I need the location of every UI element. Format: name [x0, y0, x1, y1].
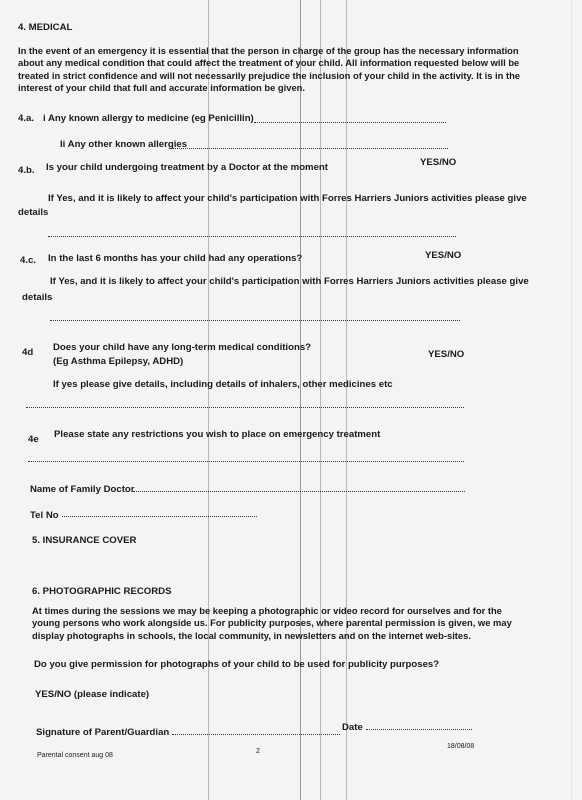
- scan-edge: [571, 0, 572, 800]
- tel-no-field[interactable]: [62, 515, 257, 517]
- q4b-yes-no[interactable]: YES/NO: [420, 157, 457, 168]
- photo-permission-yes-no[interactable]: YES/NO (please indicate): [35, 689, 150, 700]
- q4c-detail-text-2: details: [22, 292, 53, 303]
- section-heading-insurance: 5. INSURANCE COVER: [32, 535, 137, 546]
- q4e-restrictions-label: Please state any restrictions you wish to place on emergency treatment: [54, 429, 381, 440]
- photo-permission-question: Do you give permission for photographs of your child to be used for publicity purposes?: [34, 659, 440, 670]
- footer-date: 18/08/08: [447, 743, 475, 750]
- q4c-operations-label: In the last 6 months has your child had any operations?: [48, 253, 303, 264]
- signature-field[interactable]: [172, 733, 340, 735]
- scan-line: [346, 0, 347, 800]
- section-heading-photographic: 6. PHOTOGRAPHIC RECORDS: [32, 586, 172, 597]
- q4d-yes-no[interactable]: YES/NO: [428, 349, 465, 360]
- q4c-number: 4.c.: [20, 255, 37, 266]
- q4b-details-field[interactable]: [48, 235, 456, 237]
- q4b-detail-text: If Yes, and it is likely to affect your child's participation with Forres Harriers Juniors activities please give: [48, 193, 527, 204]
- q4d-number: 4d: [22, 347, 34, 358]
- page-number: 2: [256, 748, 260, 755]
- date-field[interactable]: [366, 728, 472, 730]
- q4b-treatment-label: Is your child undergoing treatment by a Doctor at the moment: [46, 162, 328, 173]
- medical-intro: In the event of an emergency it is essential that the person in charge of the group has the necessary information about any medical condition that could affect the treatment of your child. All information requested below will be treated in strict confidence and will not necessarily prejudice the inclusion of your child in the activity. It is in the interest of your child that full and accurate information be given.: [18, 45, 521, 93]
- allergy-medicine-field[interactable]: [254, 121, 446, 123]
- other-allergies-field[interactable]: [172, 147, 448, 149]
- q4b-detail-text-2: details: [18, 207, 49, 218]
- section-heading-medical: 4. MEDICAL: [18, 22, 73, 33]
- q4a-other-allergies-label: Ii Any other known allergies: [60, 139, 188, 150]
- footer-document-name: Parental consent aug 08: [37, 752, 113, 759]
- date-label: Date: [342, 722, 363, 733]
- q4c-yes-no[interactable]: YES/NO: [425, 250, 462, 261]
- q4b-number: 4.b.: [18, 165, 35, 176]
- signature-label: Signature of Parent/Guardian: [36, 727, 170, 738]
- family-doctor-field[interactable]: [133, 490, 465, 492]
- tel-no-label: Tel No: [30, 510, 59, 521]
- family-doctor-label: Name of Family Doctor: [30, 484, 135, 495]
- q4e-number: 4e: [28, 434, 39, 445]
- scan-line: [300, 0, 301, 800]
- q4d-long-term-label: Does your child have any long-term medical conditions?: [53, 342, 312, 353]
- q4c-detail-text: If Yes, and it is likely to affect your child's participation with Forres Harriers Juniors activities please give: [50, 276, 529, 287]
- q4d-detail-text: If yes please give details, including details of inhalers, other medicines etc: [53, 379, 393, 390]
- q4d-details-field[interactable]: [26, 406, 464, 408]
- q4a-allergy-medicine-label: i Any known allergy to medicine (eg Penicillin): [43, 113, 254, 124]
- q4d-examples: (Eg Asthma Epilepsy, ADHD): [53, 356, 184, 367]
- scan-line: [320, 0, 321, 800]
- q4e-restrictions-field[interactable]: [28, 460, 464, 462]
- q4a-number: 4.a.: [18, 113, 35, 124]
- q4c-details-field[interactable]: [50, 319, 460, 321]
- photographic-intro: At times during the sessions we may be keeping a photographic or video record for ourselves and for the young persons who work alongside us. For publicity purposes, where parental permission is given, we may display photographs in schools, the local community, in newsletters and on the internet web-sites.: [32, 605, 512, 641]
